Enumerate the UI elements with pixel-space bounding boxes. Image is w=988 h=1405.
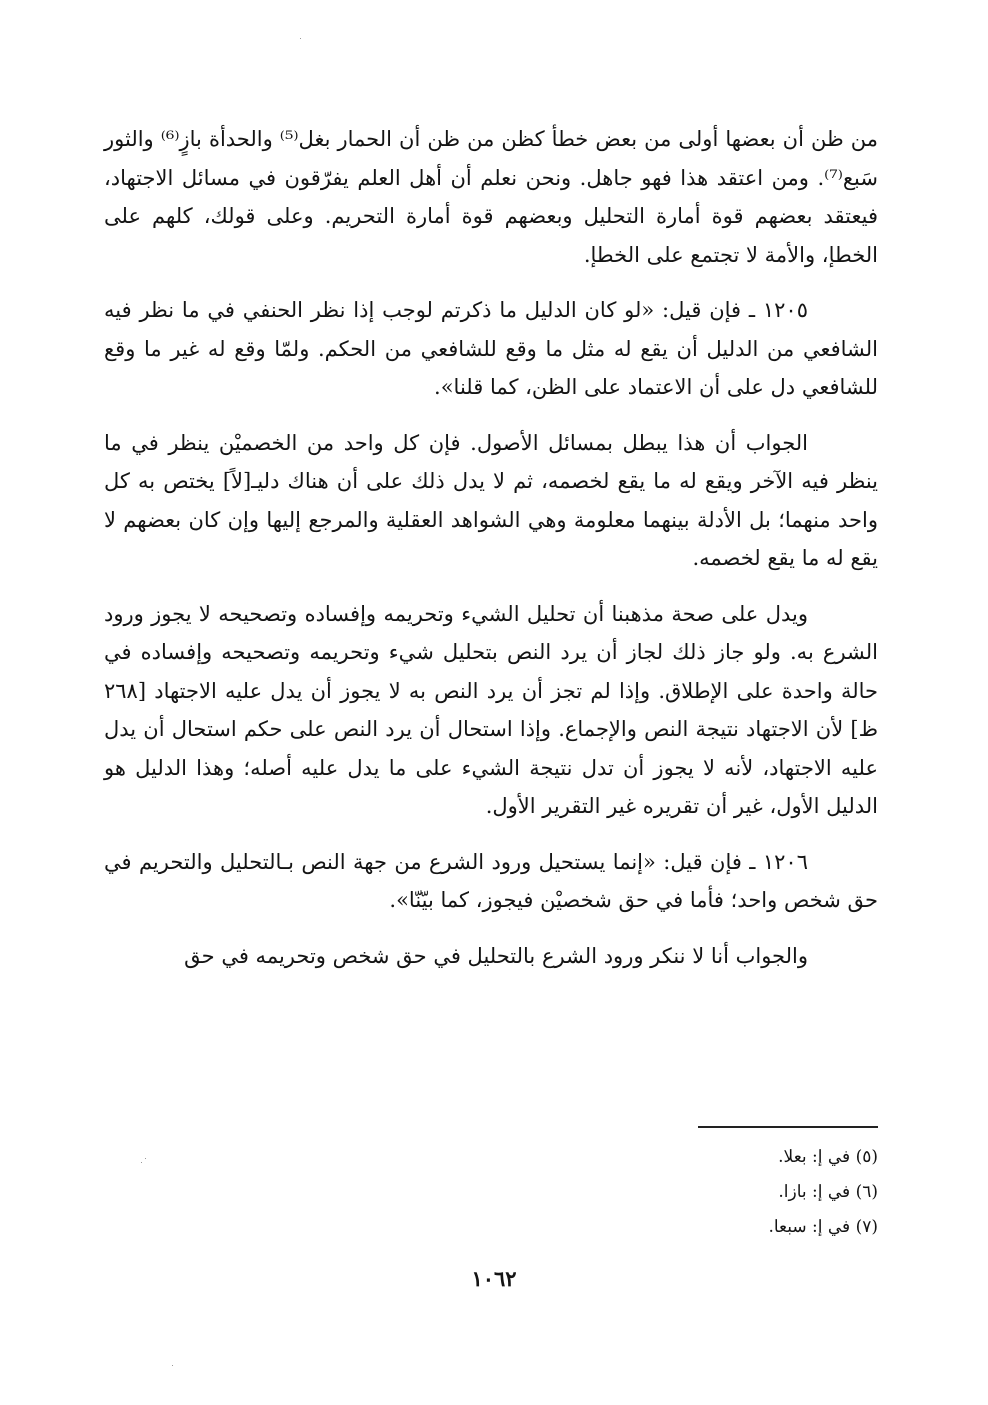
- scan-speck: [172, 1365, 173, 1366]
- main-text: [104, 120, 878, 992]
- footnote-5: (٥) في إ: بعلا.: [778, 1147, 878, 1167]
- paragraph-1: من ظن أن بعضها أولى من بعض خطأ كظن من ظن أن الحمار بغل⁽⁵⁾ والحدأة بازٍ⁽⁶⁾ والثور سَبع⁽⁷⁾. ومن اعتقد هذا فهو جاهل. ونحن نعلم أن أهل العلم يفرّقون في مسائل الاجتهاد، فيعتقد بعضهم قوة أمارة التحليل وبعضهم قوة أمارة التحريم. وعلى قولك، كلهم على الخطإ، والأمة لا تجتمع على الخطإ.: [104, 127, 878, 267]
- paragraph-2: ١٢٠٥ ـ فإن قيل: «لو كان الدليل ما ذكرتم لوجب إذا نظر الحنفي في ما نظر فيه الشافعي من الدليل أن يقع له مثل ما وقع للشافعي من الحكم. ولمّا وقع له غير ما وقع للشافعي دل على أن الاعتماد على الظن، كما قلنا».: [104, 298, 878, 399]
- footnote-7: (٧) في إ: سبعا.: [768, 1217, 878, 1237]
- footnote-separator: [698, 1126, 878, 1128]
- page-number: ١٠٦٢: [471, 1266, 517, 1291]
- paragraph-6: والجواب أنا لا ننكر ورود الشرع بالتحليل في حق شخص وتحريمه في حق: [184, 943, 808, 968]
- paragraph-4: ويدل على صحة مذهبنا أن تحليل الشيء وتحريمه وإفساده وتصحيحه لا يجوز ورود الشرع به. ولو جاز ذلك لجاز أن يرد النص بتحليل شيء وتحريمه وتصحيحه وإفساده في حالة واحدة على الإطلاق. وإذا لم تجز أن يرد النص به لا يجوز أن يدل عليه الاجتهاد [٢٦٨ ظ] لأن الاجتهاد نتيجة النص والإجماع. وإذا استحال أن يرد النص على حكم استحال أن يدل عليه الاجتهاد، لأنه لا يجوز أن تدل نتيجة الشيء على ما يدل عليه أصله؛ وهذا الدليل هو الدليل الأول، غير أن تقريره غير التقرير الأول.: [104, 601, 878, 818]
- footnotes: [478, 1140, 878, 1245]
- scan-speck: [141, 1162, 142, 1163]
- footnote-6: (٦) في إ: بازا.: [778, 1182, 878, 1202]
- scan-speck: [300, 38, 301, 39]
- scan-speck: [145, 1158, 146, 1159]
- paragraph-5: ١٢٠٦ ـ فإن قيل: «إنما يستحيل ورود الشرع من جهة النص بـالتحليل والتحريم في حق شخص واحد؛ فأما في حق شخصيْن فيجوز، كما بيّنّا».: [104, 849, 878, 912]
- paragraph-3: الجواب أن هذا يبطل بمسائل الأصول. فإن كل واحد من الخصميْن ينظر في ما ينظر فيه الآخر ويقع له ما يقع لخصمه، ثم لا يدل ذلك على أن هناك دليـ[لاً] يختص به كل واحد منهما؛ بل الأدلة بينهما معلومة وهي الشواهد العقلية والمرجع إليها وإن كان بعضهم لا يقع له ما يقع لخصمه.: [104, 430, 878, 570]
